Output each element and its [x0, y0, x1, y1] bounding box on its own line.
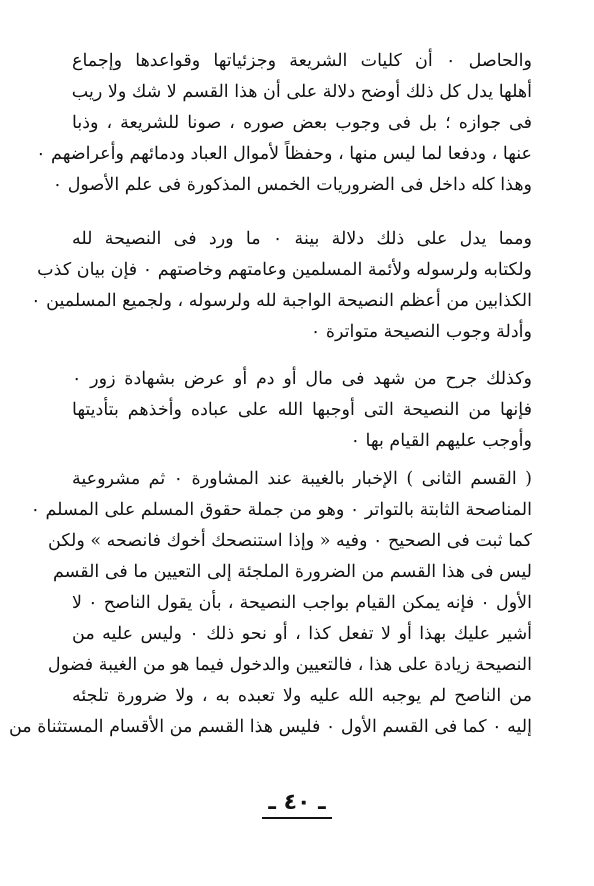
paragraph-4: [8, 464, 532, 743]
text-line: الكذابين من أعظم النصيحة الواجبة لله ولرسوله ، ولجميع المسلمين ٠: [31, 291, 532, 311]
text-line: عنها ، ودفعا لما ليس منها ، وحفظاً لأموال العباد ودمائهم وأعراضهم ٠: [36, 144, 532, 164]
text-line: ليس فى هذا القسم من الضرورة الملجئة إلى التعيين ما فى القسم: [52, 562, 532, 582]
text-line: النصيحة زيادة على هذا ، فالتعيين والدخول فيما هو من الغيبة فضول: [47, 655, 532, 675]
text-line: فإنها من النصيحة التى أوجبها الله على عباده وأخذهم بتأديتها: [72, 400, 532, 420]
text-line: والحاصل ٠ أن كليات الشريعة وجزئياتها وقواعدها وإجماع: [72, 51, 532, 71]
text-line: ومما يدل على ذلك دلالة بينة ٠ ما ورد فى النصيحة لله: [72, 229, 532, 249]
text-line: وهذا كله داخل فى الضروريات الخمس المذكورة فى علم الأصول ٠: [52, 175, 532, 195]
paragraph-3: [72, 364, 532, 457]
text-line: ولكتابه ولرسوله ولأئمة المسلمين وعامتهم وخاصتهم ٠ فإن بيان كذب: [37, 260, 532, 280]
text-line: أشير عليك بهذا أو لا تفعل كذا ، أو نحو ذلك ٠ وليس عليه من: [72, 624, 532, 644]
text-line: إليه ٠ كما فى القسم الأول ٠ فليس هذا القسم من الأقسام المستثناة من: [8, 717, 532, 737]
text-line: وأدلة وجوب النصيحة متواترة ٠: [310, 322, 532, 342]
text-line: وأوجب عليهم القيام بها ٠: [350, 431, 532, 451]
text-line: كما ثبت فى الصحيح ٠ وفيه « وإذا استنصحك أخوك فانصحه » ولكن: [48, 531, 532, 551]
paragraph-2: [31, 224, 532, 348]
text-line: الأول ٠ فإنه يمكن القيام بواجب النصيحة ، بأن يقول الناصح ٠ لا: [72, 593, 532, 613]
text-line: من الناصح لم يوجبه الله عليه ولا تعبده به ، ولا ضرورة تلجئه: [72, 686, 532, 706]
paragraph-1: [36, 46, 532, 201]
page-footer: [0, 790, 594, 819]
text-line: أهلها يدل كل ذلك أوضح دلالة على أن هذا القسم لا شك ولا ريب: [71, 82, 532, 102]
text-line: فى جوازه ؛ بل فى وجوب بعض صوره ، صونا للشريعة ، وذبا: [72, 113, 532, 133]
page-number: ـ ٤٠ ـ: [262, 790, 331, 819]
text-line: المناصحة الثابتة بالتواتر ٠ وهو من جملة حقوق المسلم على المسلم ٠: [30, 500, 532, 520]
text-line: ( القسم الثانى ) الإخبار بالغيبة عند المشاورة ٠ ثم مشروعية: [72, 469, 532, 489]
text-line: وكذلك جرح من شهد فى مال أو دم أو عرض بشهادة زور ٠: [72, 369, 532, 389]
